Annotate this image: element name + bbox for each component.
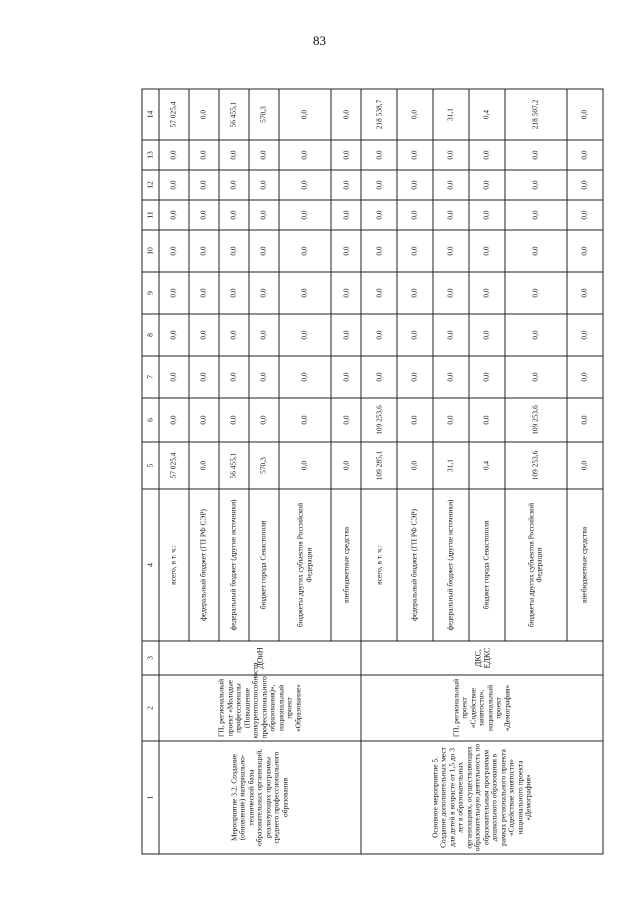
value-cell: 0,0 [249, 230, 279, 272]
funding-source-cell: бюджет города Севастополя [468, 489, 504, 641]
value-cell: 0,0 [249, 356, 279, 398]
value-cell: 0,0 [159, 140, 189, 170]
value-cell: 0,0 [361, 356, 397, 398]
value-cell: 0,0 [331, 272, 361, 314]
header-cell: 4 [142, 489, 159, 641]
value-cell: 0,0 [219, 170, 249, 200]
value-cell: 570,3 [249, 442, 279, 489]
value-cell: 0,0 [189, 140, 219, 170]
value-cell: 0,0 [331, 356, 361, 398]
value-cell: 0,0 [219, 314, 249, 356]
value-cell: 0,0 [433, 356, 469, 398]
value-cell: 0,0 [433, 200, 469, 230]
rotated-table-frame [141, 90, 603, 855]
header-cell: 2 [142, 675, 159, 741]
value-cell: 0,0 [468, 200, 504, 230]
financing-table [141, 89, 603, 855]
funding-source-cell: внебюджетные средства [566, 489, 602, 641]
value-cell: 0,0 [249, 200, 279, 230]
value-cell: 0,0 [468, 272, 504, 314]
value-cell: 0,0 [566, 398, 602, 442]
value-cell: 0,0 [397, 200, 433, 230]
value-cell: 0,0 [279, 442, 331, 489]
value-cell: 0,0 [331, 398, 361, 442]
value-cell: 0,0 [189, 230, 219, 272]
value-cell: 0,0 [433, 170, 469, 200]
value-cell: 0,0 [504, 314, 566, 356]
funding-source-cell: федеральный бюджет (ГП РФ СЭР) [189, 489, 219, 641]
value-cell: 0,0 [331, 140, 361, 170]
total-value-cell: 57 025,4 [159, 89, 189, 140]
header-cell: 14 [142, 89, 159, 140]
value-cell: 0,0 [361, 170, 397, 200]
header-cell: 9 [142, 272, 159, 314]
value-cell: 0,0 [397, 356, 433, 398]
value-cell: 0,0 [249, 272, 279, 314]
value-cell: 0,0 [468, 170, 504, 200]
value-cell: 0,0 [249, 140, 279, 170]
value-cell: 0,0 [159, 314, 189, 356]
value-cell: 0,0 [504, 272, 566, 314]
value-cell: 0,0 [566, 230, 602, 272]
executor-cell: ДОиН [159, 641, 361, 675]
value-cell: 0,0 [397, 272, 433, 314]
value-cell: 0,0 [433, 398, 469, 442]
value-cell: 0,0 [249, 170, 279, 200]
value-cell: 0,0 [433, 230, 469, 272]
funding-source-cell: федеральный бюджет (ГП РФ СЭР) [397, 489, 433, 641]
value-cell: 0,0 [397, 398, 433, 442]
value-cell: 0,0 [433, 314, 469, 356]
table-row [361, 89, 397, 854]
measure-cell: Мероприятие 3.2. Создание (обновление) материально-технической базы образовательных организаций, реализующих программы среднего профессионального образования [159, 741, 361, 854]
total-value-cell: 56 455,1 [219, 89, 249, 140]
value-cell: 0,0 [361, 314, 397, 356]
value-cell: 0,0 [331, 442, 361, 489]
value-cell: 0,0 [397, 230, 433, 272]
value-cell: 0,0 [566, 200, 602, 230]
value-cell: 56 455,1 [219, 442, 249, 489]
value-cell: 0,0 [249, 314, 279, 356]
funding-source-cell: бюджет города Севастополя [249, 489, 279, 641]
value-cell: 0,0 [189, 170, 219, 200]
value-cell: 109 285,1 [361, 442, 397, 489]
value-cell: 0,0 [504, 356, 566, 398]
total-value-cell: 218 538,7 [361, 89, 397, 140]
page-number: 83 [313, 33, 326, 48]
value-cell: 0,0 [433, 140, 469, 170]
funding-source-cell: федеральный бюджет (другие источники) [433, 489, 469, 641]
value-cell: 0,0 [397, 442, 433, 489]
value-cell: 0,0 [361, 272, 397, 314]
header-cell: 1 [142, 741, 159, 854]
value-cell: 0,0 [219, 140, 249, 170]
header-cell: 6 [142, 398, 159, 442]
value-cell: 0,0 [566, 170, 602, 200]
value-cell: 0,0 [361, 200, 397, 230]
header-cell: 3 [142, 641, 159, 675]
executor-cell: ДКС, ЕДКС [361, 641, 603, 675]
funding-source-cell: федеральный бюджет (другие источники) [219, 489, 249, 641]
value-cell: 0,0 [361, 140, 397, 170]
total-value-cell: 0,0 [331, 89, 361, 140]
value-cell: 0,0 [397, 170, 433, 200]
value-cell: 0,0 [159, 356, 189, 398]
total-value-cell: 218 507,2 [504, 89, 566, 140]
table-body [159, 89, 603, 854]
total-value-cell: 0,0 [397, 89, 433, 140]
value-cell: 57 025,4 [159, 442, 189, 489]
value-cell: 0,0 [468, 140, 504, 170]
funding-source-cell: всего, в т. ч.: [361, 489, 397, 641]
value-cell: 31,1 [433, 442, 469, 489]
value-cell: 0,0 [159, 170, 189, 200]
value-cell: 0,0 [159, 272, 189, 314]
value-cell: 0,0 [566, 442, 602, 489]
value-cell: 0,0 [159, 230, 189, 272]
value-cell: 0,0 [159, 200, 189, 230]
value-cell: 0,0 [189, 398, 219, 442]
value-cell: 0,0 [189, 314, 219, 356]
value-cell: 109 253,6 [504, 398, 566, 442]
value-cell: 0,0 [279, 272, 331, 314]
total-value-cell: 0,0 [566, 89, 602, 140]
value-cell: 0,0 [219, 230, 249, 272]
header-row [142, 89, 159, 854]
value-cell: 0,0 [468, 398, 504, 442]
value-cell: 0,0 [504, 230, 566, 272]
value-cell: 0,0 [468, 356, 504, 398]
value-cell: 0,0 [566, 272, 602, 314]
measure-cell: Основное мероприятие 5. Создание дополнительных мест для детей в возрасте от 1,5 до 3 лет в образовательных организациях, осуществляющих образовательную деятельность по образовательным программам дошкольного образования в рамках регионального проекта «Содействие занятости» национального проекта «Демография» [361, 741, 603, 854]
value-cell: 0,0 [504, 140, 566, 170]
value-cell: 0,0 [279, 140, 331, 170]
value-cell: 0,0 [279, 230, 331, 272]
total-value-cell: 0,4 [468, 89, 504, 140]
total-value-cell: 570,3 [249, 89, 279, 140]
value-cell: 0,0 [189, 272, 219, 314]
value-cell: 0,0 [566, 140, 602, 170]
value-cell: 0,0 [468, 230, 504, 272]
value-cell: 0,0 [361, 230, 397, 272]
header-cell: 13 [142, 140, 159, 170]
value-cell: 0,0 [566, 356, 602, 398]
header-cell: 10 [142, 230, 159, 272]
value-cell: 0,0 [433, 272, 469, 314]
header-cell: 11 [142, 200, 159, 230]
value-cell: 0,0 [189, 356, 219, 398]
funding-source-cell: бюджеты других субъектов Российской Федерации [279, 489, 331, 641]
project-cell: ГП, региональный проект «Молодые профессионалы (Повышение конкурентоспособности профессионального образования)», национальный проект «Образование» [159, 675, 361, 741]
value-cell: 0,0 [219, 272, 249, 314]
value-cell: 0,0 [189, 200, 219, 230]
value-cell: 0,0 [189, 442, 219, 489]
header-cell: 12 [142, 170, 159, 200]
header-cell: 5 [142, 442, 159, 489]
funding-source-cell: внебюджетные средства [331, 489, 361, 641]
value-cell: 0,0 [397, 314, 433, 356]
value-cell: 109 253,6 [361, 398, 397, 442]
header-cell: 7 [142, 356, 159, 398]
value-cell: 0,0 [566, 314, 602, 356]
value-cell: 0,0 [331, 200, 361, 230]
header-cell: 8 [142, 314, 159, 356]
total-value-cell: 0,0 [279, 89, 331, 140]
value-cell: 0,0 [159, 398, 189, 442]
value-cell: 0,0 [279, 398, 331, 442]
value-cell: 0,0 [468, 314, 504, 356]
value-cell: 0,0 [219, 398, 249, 442]
value-cell: 0,0 [249, 398, 279, 442]
project-cell: ГП, региональный проект «Содействие занятости», национальный проект «Демография» [361, 675, 603, 741]
funding-source-cell: бюджеты других субъектов Российской Федерации [504, 489, 566, 641]
value-cell: 0,0 [397, 140, 433, 170]
value-cell: 0,0 [279, 356, 331, 398]
total-value-cell: 31,1 [433, 89, 469, 140]
value-cell: 0,0 [219, 200, 249, 230]
value-cell: 0,0 [279, 314, 331, 356]
table-row [159, 89, 189, 854]
value-cell: 0,4 [468, 442, 504, 489]
value-cell: 0,0 [331, 314, 361, 356]
value-cell: 0,0 [331, 170, 361, 200]
funding-source-cell: всего, в т. ч.: [159, 489, 189, 641]
value-cell: 109 253,6 [504, 442, 566, 489]
total-value-cell: 0,0 [189, 89, 219, 140]
value-cell: 0,0 [279, 200, 331, 230]
value-cell: 0,0 [331, 230, 361, 272]
value-cell: 0,0 [219, 356, 249, 398]
value-cell: 0,0 [504, 200, 566, 230]
value-cell: 0,0 [279, 170, 331, 200]
value-cell: 0,0 [504, 170, 566, 200]
